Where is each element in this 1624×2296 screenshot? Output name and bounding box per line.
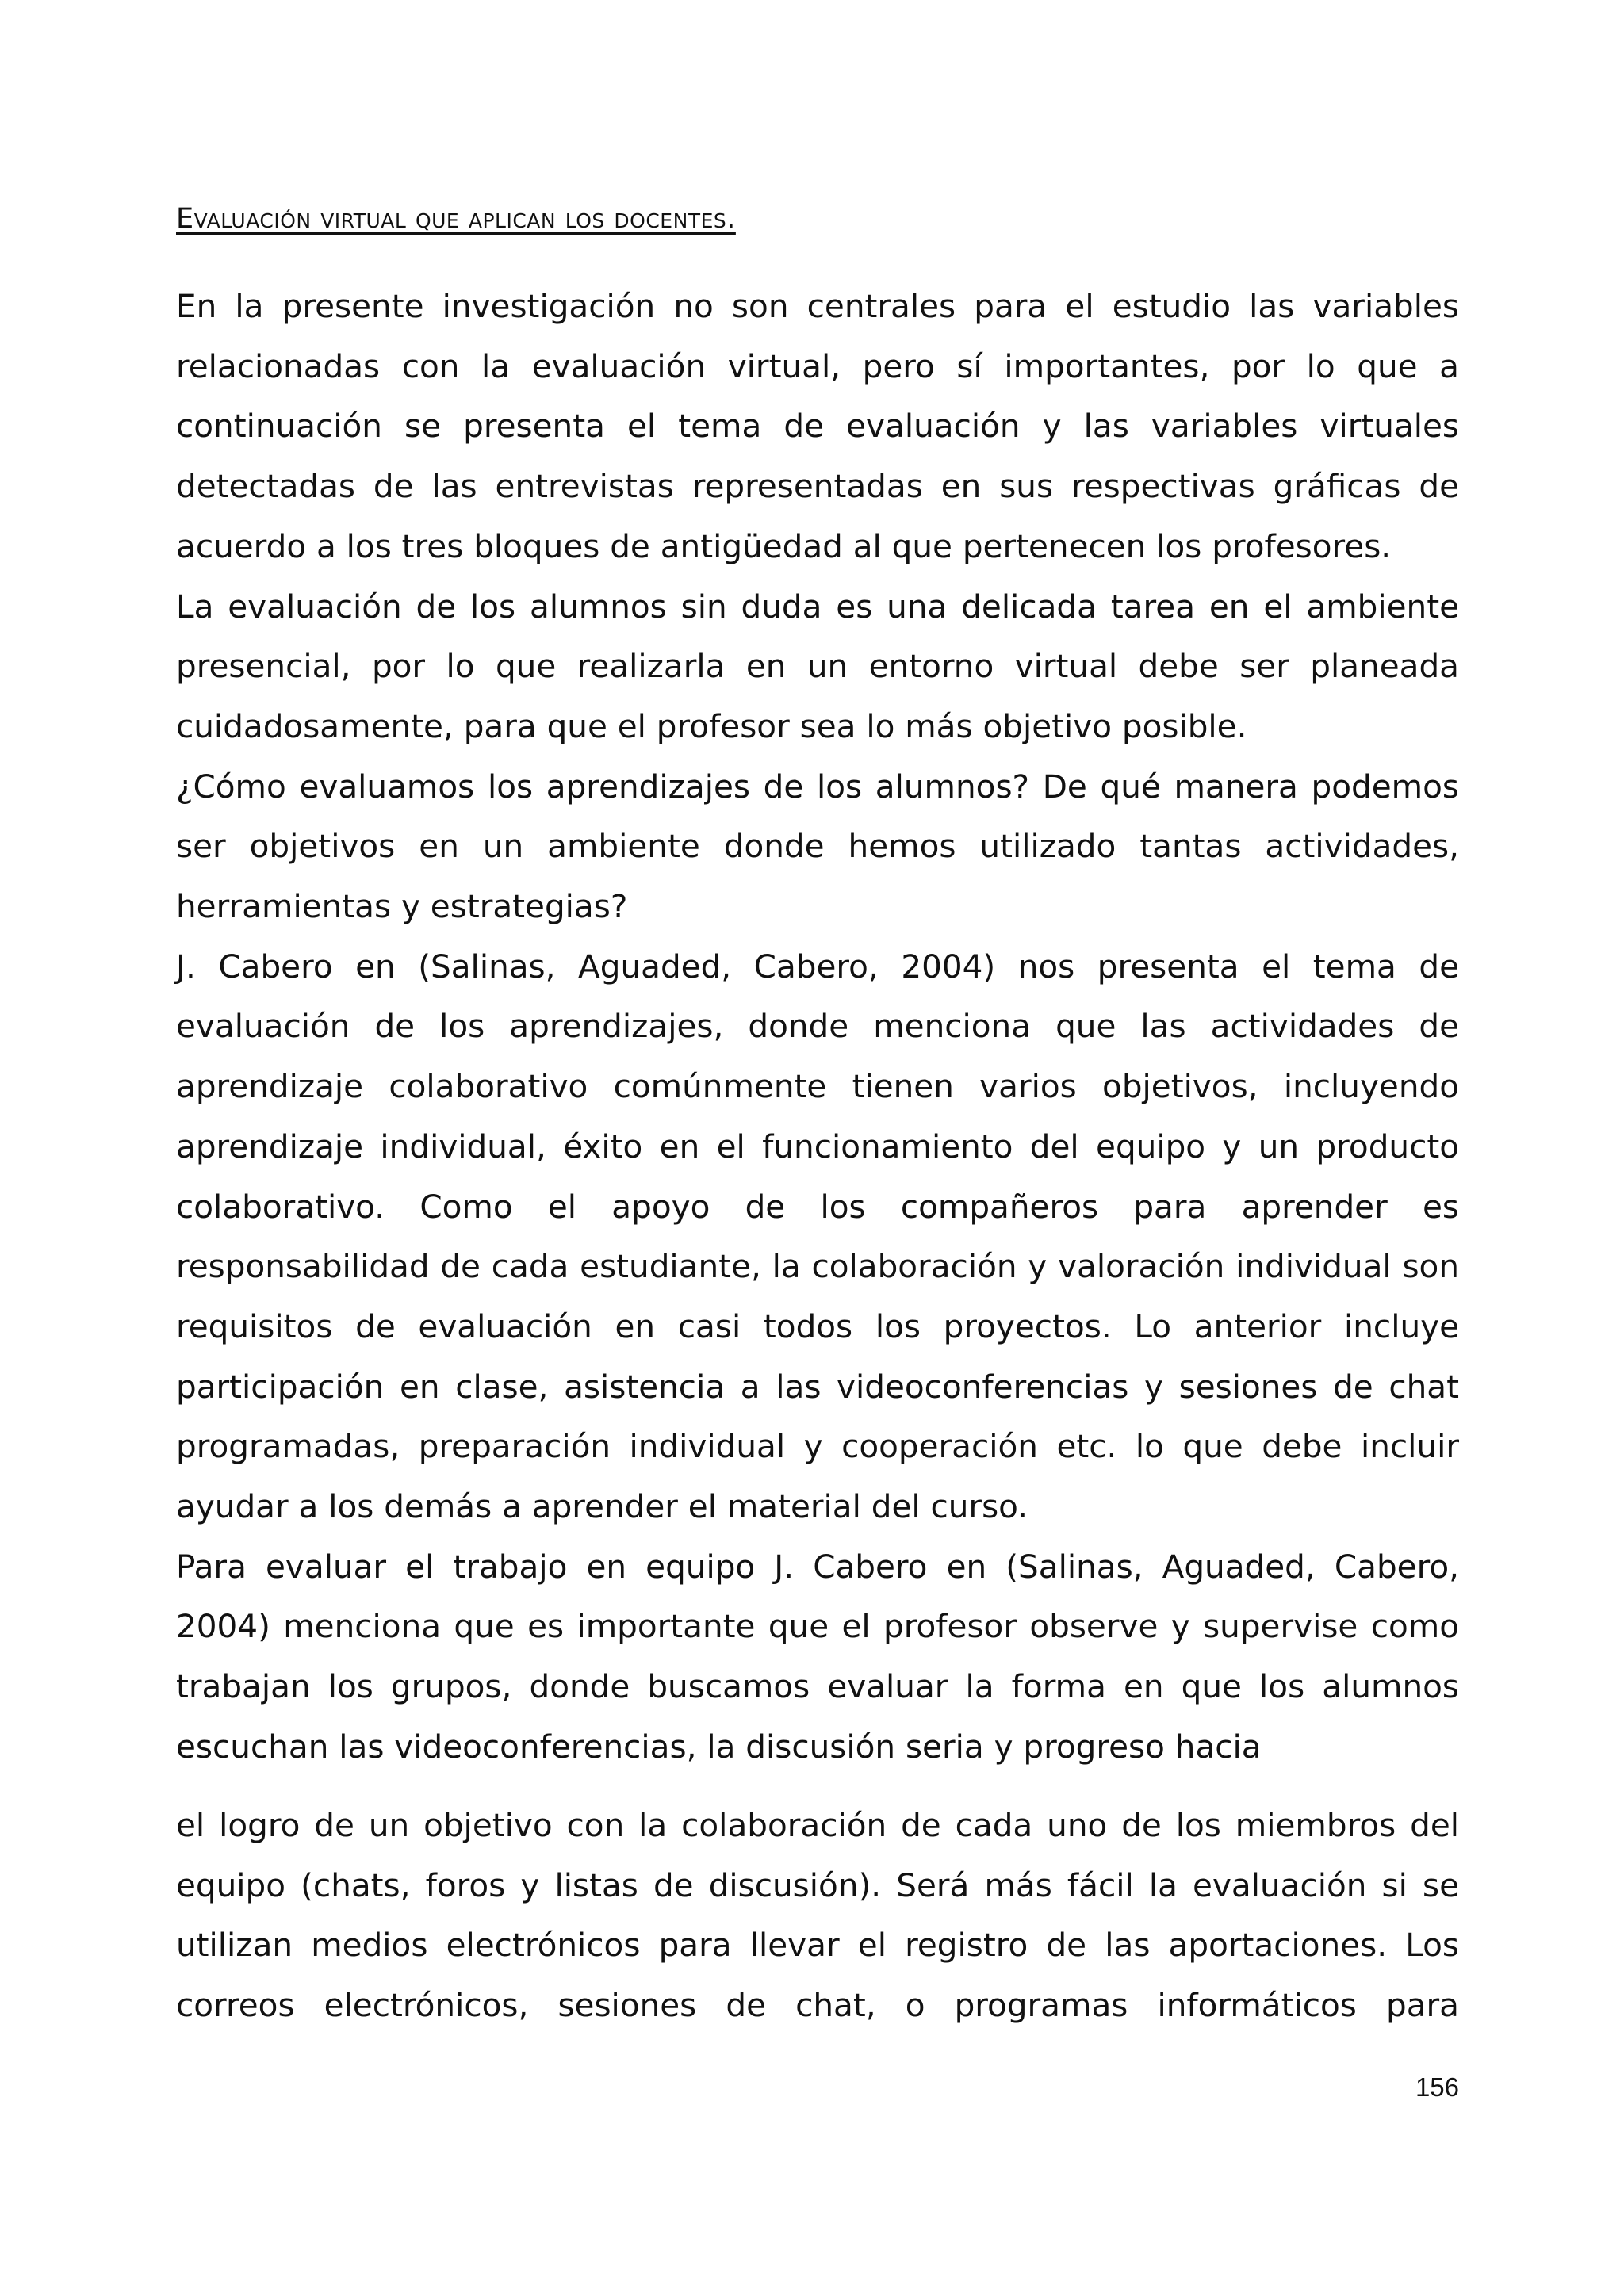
- paragraph-questions: ¿Cómo evaluamos los aprendizajes de los alumnos? De qué manera podemos ser objetivos en un ambiente donde hemos utilizado tantas actividades, herramientas y estrategias?: [176, 767, 1459, 926]
- page-number: 156: [1415, 2072, 1459, 2102]
- paragraph-evaluation-delicate: La evaluación de los alumnos sin duda es una delicada tarea en el ambiente presencial, por lo que realizarla en un entorno virtual debe ser planeada cuidadosamente, para que el profesor sea lo más objetivo posible.: [176, 587, 1459, 745]
- document-page: [176, 0, 1459, 2296]
- paragraph-cabero-collaborative: J. Cabero en (Salinas, Aguaded, Cabero, 2004) nos presenta el tema de evaluación de los aprendizajes, donde menciona que las actividades de aprendizaje colaborativo comúnmente tienen varios objetivos, incluyendo aprendizaje individual, éxito en el funcionamiento del equipo y un producto colaborativo. Como el apoyo de los compañeros para aprender es responsabilidad de cada estudiante, la colaboración y valoración individual son requisitos de evaluación en casi todos los proyectos. Lo anterior incluye participación en clase, asistencia a las videoconferencias y sesiones de chat programadas, preparación individual y cooperación etc. lo que debe incluir ayudar a los demás a aprender el material del curso.: [176, 947, 1459, 1526]
- paragraph-teamwork: Para evaluar el trabajo en equipo J. Cabero en (Salinas, Aguaded, Cabero, 2004) menciona que es importante que el profesor observe y supervise como trabajan los grupos, donde buscamos evaluar la forma en que los alumnos escuchan las videoconferencias, la discusión seria y progreso hacia: [176, 1547, 1459, 1766]
- paragraph-intro: En la presente investigación no son centrales para el estudio las variables relacionadas con la evaluación virtual, pero sí importantes, por lo que a continuación se presenta el tema de evaluación y las variables virtuales detectadas de las entrevistas representadas en sus respectivas gráficas de acuerdo a los tres bloques de antigüedad al que pertenecen los profesores.: [176, 287, 1459, 565]
- paragraph-continuation: el logro de un objetivo con la colaboración de cada uno de los miembros del equipo (chats, foros y listas de discusión). Será más fácil la evaluación si se utilizan medios electrónicos para llevar el registro de las aportaciones. Los correos electrónicos, sesiones de chat, o programas informáticos para: [176, 1806, 1459, 2025]
- continuation-text: [176, 1796, 1459, 2036]
- body-text: [176, 277, 1459, 1777]
- section-heading: Evaluación virtual que aplican los docentes.: [176, 203, 736, 235]
